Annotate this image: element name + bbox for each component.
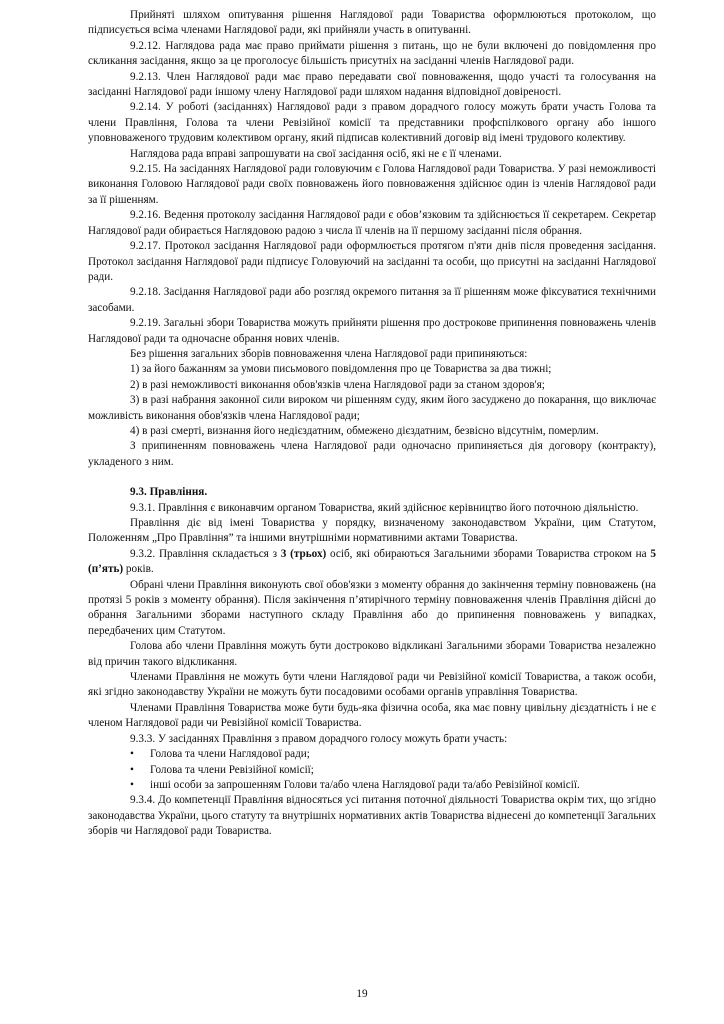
spacer [88,470,656,485]
bullet-text: Голова та члени Ревізійної комісії; [150,763,314,776]
paragraph: Без рішення загальних зборів повноваження члена Наглядової ради припиняються: [130,347,528,360]
paragraph: Членами Правління не можуть бути члени Наглядової ради чи Ревізійної комісії Товариства, а також особи, які згідно законодавству України не можуть бути посадовими особами органів управління Товариства. [88,671,656,699]
bullet-icon: • [130,778,134,791]
paragraph: Обрані члени Правління виконують свої обов'язки з моменту обрання до закінчення терміну повноважень (на протязі 5 років з моменту обрання). Після закінчення п’ятирічного терміну повноваження членів Правління дійсні до обрання Загальними зборами наступного складу Правління або до припинення повноважень у випадках, передбачених цим Статутом. [88,578,656,637]
text-run: років. [123,563,154,576]
section-heading: 9.3. Правління. [130,486,208,499]
bullet-item [88,747,656,762]
list-item: 4) в разі смерті, визнання його недієздатним, обмежено дієздатним, безвісно відсутнім, померлим. [130,424,599,437]
paragraph: 9.2.13. Член Наглядової ради має право передавати свої повноваження, щодо участі та голосування на засіданні Наглядової ради іншому члену Наглядової ради шляхом надання відповідної довіреності. [88,70,656,99]
paragraph: 9.3.4. До компетенції Правління відносяться усі питання поточної діяльності Товариства окрім тих, що згідно законодавства України, цього статуту та внутрішніх нормативних актів Товариства віднесені до компетенції Загальних зборів чи Наглядової ради Товариства. [88,794,656,838]
document-page [88,8,656,840]
list-item: 2) в разі неможливості виконання обов'язків члена Наглядової ради за станом здоров'я; [130,378,545,391]
paragraph: Наглядова рада вправі запрошувати на свої засідання осіб, які не є її членами. [130,147,502,160]
term-bold: 5 (п’ять) [88,547,656,576]
paragraph: 9.2.14. У роботі (засіданнях) Наглядової ради з правом дорадчого голосу можуть брати участь Голова та члени Правління, Голова та члени Ревізійної комісії та представники профспілкового органу або іншого уповноваженого трудовим колективом органу, який підписав колективний договір від імені трудового колективу. [88,101,656,145]
page-number: 19 [356,988,368,1000]
bullet-icon: • [130,763,134,776]
paragraph: 9.3.3. У засіданнях Правління з правом дорадчого голосу можуть брати участь: [130,732,508,745]
paragraph: 9.2.18. Засідання Наглядової ради або розгляд окремого питання за її рішенням може фіксуватися технічними засобами. [88,286,656,314]
paragraph: Членами Правління Товариства може бути будь-яка фізична особа, яка має повну цивільну дієздатність і не є членом Наглядової ради чи Ревізійної комісії Товариства. [88,701,656,730]
bullet-text: Голова та члени Наглядової ради; [150,748,310,761]
bullet-list [88,747,656,793]
paragraph: 9.2.12. Наглядова рада має право приймати рішення з питань, що не були включені до повідомлення про скликання засідання, якщо за це проголосує більшість присутніх на засіданні членів Наглядової ради. [88,39,656,68]
bullet-item [88,763,656,778]
paragraph: 9.3.1. Правління є виконавчим органом Товариства, який здійснює керівництво його поточною діяльністю. [130,501,639,514]
paragraph: 9.2.16. Ведення протоколу засідання Наглядової ради є обов’язковим та здійснюється її секретарем. Секретар Наглядової ради обирається Наглядовою радою з числа її членів на її першому засіданні після обрання. [88,209,656,237]
bullet-icon: • [130,748,134,761]
paragraph: 9.2.15. На засіданнях Наглядової ради головуючим є Голова Наглядової ради Товариства. У разі неможливості виконання Головою Наглядової ради своїх повноважень його повноваження здійснює один із членів Наглядової ради за її рішенням. [88,163,656,206]
paragraph: З припиненням повноважень члена Наглядової ради одночасно припиняється дія договору (контракту), укладеного з ним. [88,440,656,468]
text-run: осіб, які обираються Загальними зборами Товариства строком на [326,547,651,560]
paragraph [88,547,656,578]
paragraph: 9.2.19. Загальні збори Товариства можуть прийняти рішення про дострокове припинення повноважень членів Наглядової ради та одночасне обрання нових членів. [88,317,656,345]
paragraph: Правління діє від імені Товариства у порядку, визначеному законодавством України, цим Статутом, Положенням „Про Правління” та іншими внутрішніми нормативними актами Товариства. [88,517,656,545]
list-item: 3) в разі набрання законної сили вироком чи рішенням суду, яким його засуджено до покарання, що виключає можливість виконання обов'язків члена Наглядової ради; [88,394,656,422]
bullet-text: інші особи за запрошенням Голови та/або члена Наглядової ради та/або Ревізійної комісії. [150,778,580,791]
paragraph: Голова або члени Правління можуть бути достроково відкликані Загальними зборами Товариства незалежно від причин такого відкликання. [88,640,656,668]
paragraph: Прийняті шляхом опитування рішення Наглядової ради Товариства оформлюються протоколом, що підписується всіма членами Наглядової ради, які прийняли участь в опитуванні. [88,9,656,37]
paragraph: 9.2.17. Протокол засідання Наглядової ради оформлюється протягом п'яти днів після проведення засідання. Протокол засідання Наглядової ради підписує Головуючий на засіданні та особи, що присутні на засіданні Наглядової ради. [88,240,656,283]
bullet-item [88,778,656,793]
list-item: 1) за його бажанням за умови письмового повідомлення про це Товариства за два тижні; [130,363,552,376]
board-size-bold: 3 (трьох) [280,547,327,560]
text-run: 9.3.2. Правління складається з [130,547,281,560]
